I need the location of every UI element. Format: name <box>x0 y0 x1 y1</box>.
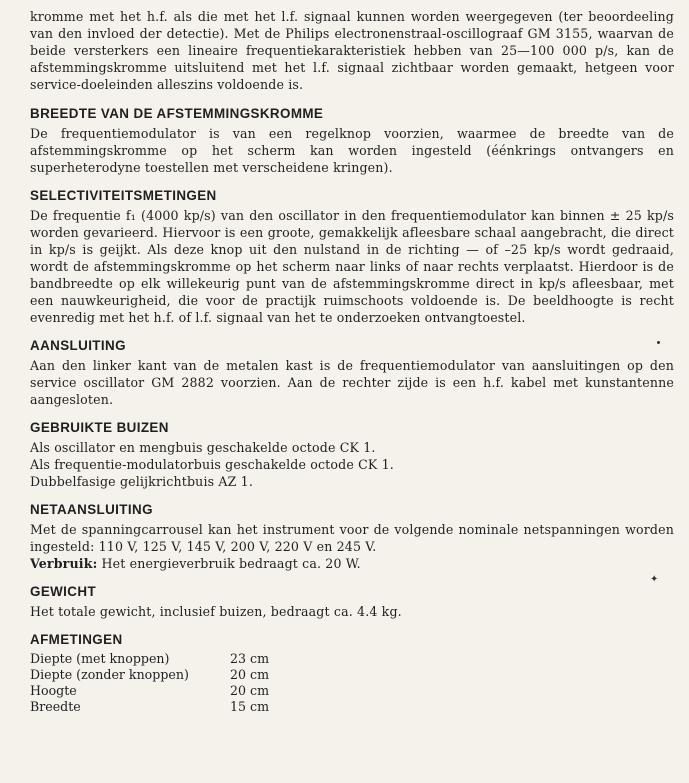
document-page <box>30 8 674 727</box>
dimension-label: Diepte (zonder knoppen) <box>30 667 189 682</box>
section-mains <box>30 502 674 572</box>
list-item: Dubbelfasige gelijkrichtbuis AZ 1. <box>30 474 253 489</box>
consumption-label: Verbruik: <box>30 556 98 571</box>
section-connection <box>30 338 674 408</box>
section-selectivity <box>30 188 674 326</box>
list-item: Als oscillator en mengbuis geschakelde octode CK 1. <box>30 440 376 455</box>
section-heading: NETAANSLUITING <box>30 502 153 517</box>
table-row <box>30 651 269 667</box>
section-heading: AANSLUITING <box>30 338 126 353</box>
dimension-label: Diepte (met knoppen) <box>30 651 170 666</box>
table-row <box>30 667 269 683</box>
tube-list <box>30 439 674 490</box>
section-heading: GEWICHT <box>30 584 97 599</box>
ink-speck <box>657 341 660 344</box>
section-bandwidth <box>30 106 674 176</box>
table-row <box>30 699 269 715</box>
dimension-value: 20 cm <box>230 683 270 698</box>
section-heading: BREEDTE VAN DE AFSTEMMINGSKROMME <box>30 106 324 121</box>
list-item: Als frequentie-modulatorbuis geschakelde octode CK 1. <box>30 457 394 472</box>
dimension-value: 20 cm <box>230 667 270 682</box>
mains-text: Met de spanningcarrousel kan het instrument voor de volgende nominale netspanningen worden ingesteld: 110 V, 125 V, 145 V, 200 V, 220 V en 245 V. <box>30 522 674 554</box>
dimension-label: Breedte <box>30 699 81 714</box>
section-text: Aan den linker kant van de metalen kast is de frequentiemodulator van aansluitingen op den service oscillator GM 2882 voorzien. Aan de rechter zijde is een h.f. kabel met kunstantenne aangesloten. <box>30 358 674 407</box>
dimension-label: Hoogte <box>30 683 77 698</box>
section-text: De frequentiemodulator is van een regelknop voorzien, waarmee de breedte van de afstemmingskromme op het scherm kan worden ingesteld (éénkrings ontvangers en superheterodyne toestellen met verscheidene kringen). <box>30 126 674 175</box>
ink-mark: ✦ <box>650 574 659 585</box>
consumption-text: Het energieverbruik bedraagt ca. 20 W. <box>101 556 361 571</box>
intro-paragraph: kromme met het h.f. als die met het l.f. signaal kunnen worden weergegeven (ter beoordeeling van den invloed der detectie). Met de Philips electronenstraal-oscillograaf GM 3155, waarvan de beide versterkers een lineaire frequentiekarakteristiek hebben van 25—100 000 p/s, kan de afstemmingskromme uitsluitend met het l.f. signaal zichtbaar worden gemaakt, hetgeen voor service-doeleinden alleszins voldoende is. <box>30 9 674 92</box>
dimensions-table <box>30 651 269 715</box>
table-row <box>30 683 269 699</box>
section-text: De frequentie f₁ (4000 kp/s) van den oscillator in den frequentiemodulator kan binnen ± 25 kp/s worden gevarieerd. Hiervoor is een groote, gemakkelijk afleesbare schaal aangebracht, die direct in kp/s is geijkt. Als deze knop uit den nulstand in de richting — of –25 kp/s wordt gedraaid, wordt de afstemmingskromme op het scherm naar links of naar rechts verplaatst. Hierdoor is de bandbreedte op elk willekeurig punt van de afstemmingskromme direct in kp/s afleesbaar, met een nauwkeurigheid, die voor de practijk ruimschoots voldoende is. De beeldhoogte is recht evenredig met het h.f. of l.f. signaal van het te onderzoeken ontvangtoestel. <box>30 208 674 325</box>
section-tubes <box>30 420 674 490</box>
section-heading: SELECTIVITEITSMETINGEN <box>30 188 217 203</box>
section-text: Het totale gewicht, inclusief buizen, bedraagt ca. 4.4 kg. <box>30 604 402 619</box>
section-weight <box>30 584 674 620</box>
section-heading: AFMETINGEN <box>30 632 123 647</box>
section-heading: GEBRUIKTE BUIZEN <box>30 420 169 435</box>
section-dimensions <box>30 632 674 715</box>
section-text <box>30 521 674 572</box>
dimension-value: 23 cm <box>230 651 270 666</box>
dimension-value: 15 cm <box>230 699 270 714</box>
